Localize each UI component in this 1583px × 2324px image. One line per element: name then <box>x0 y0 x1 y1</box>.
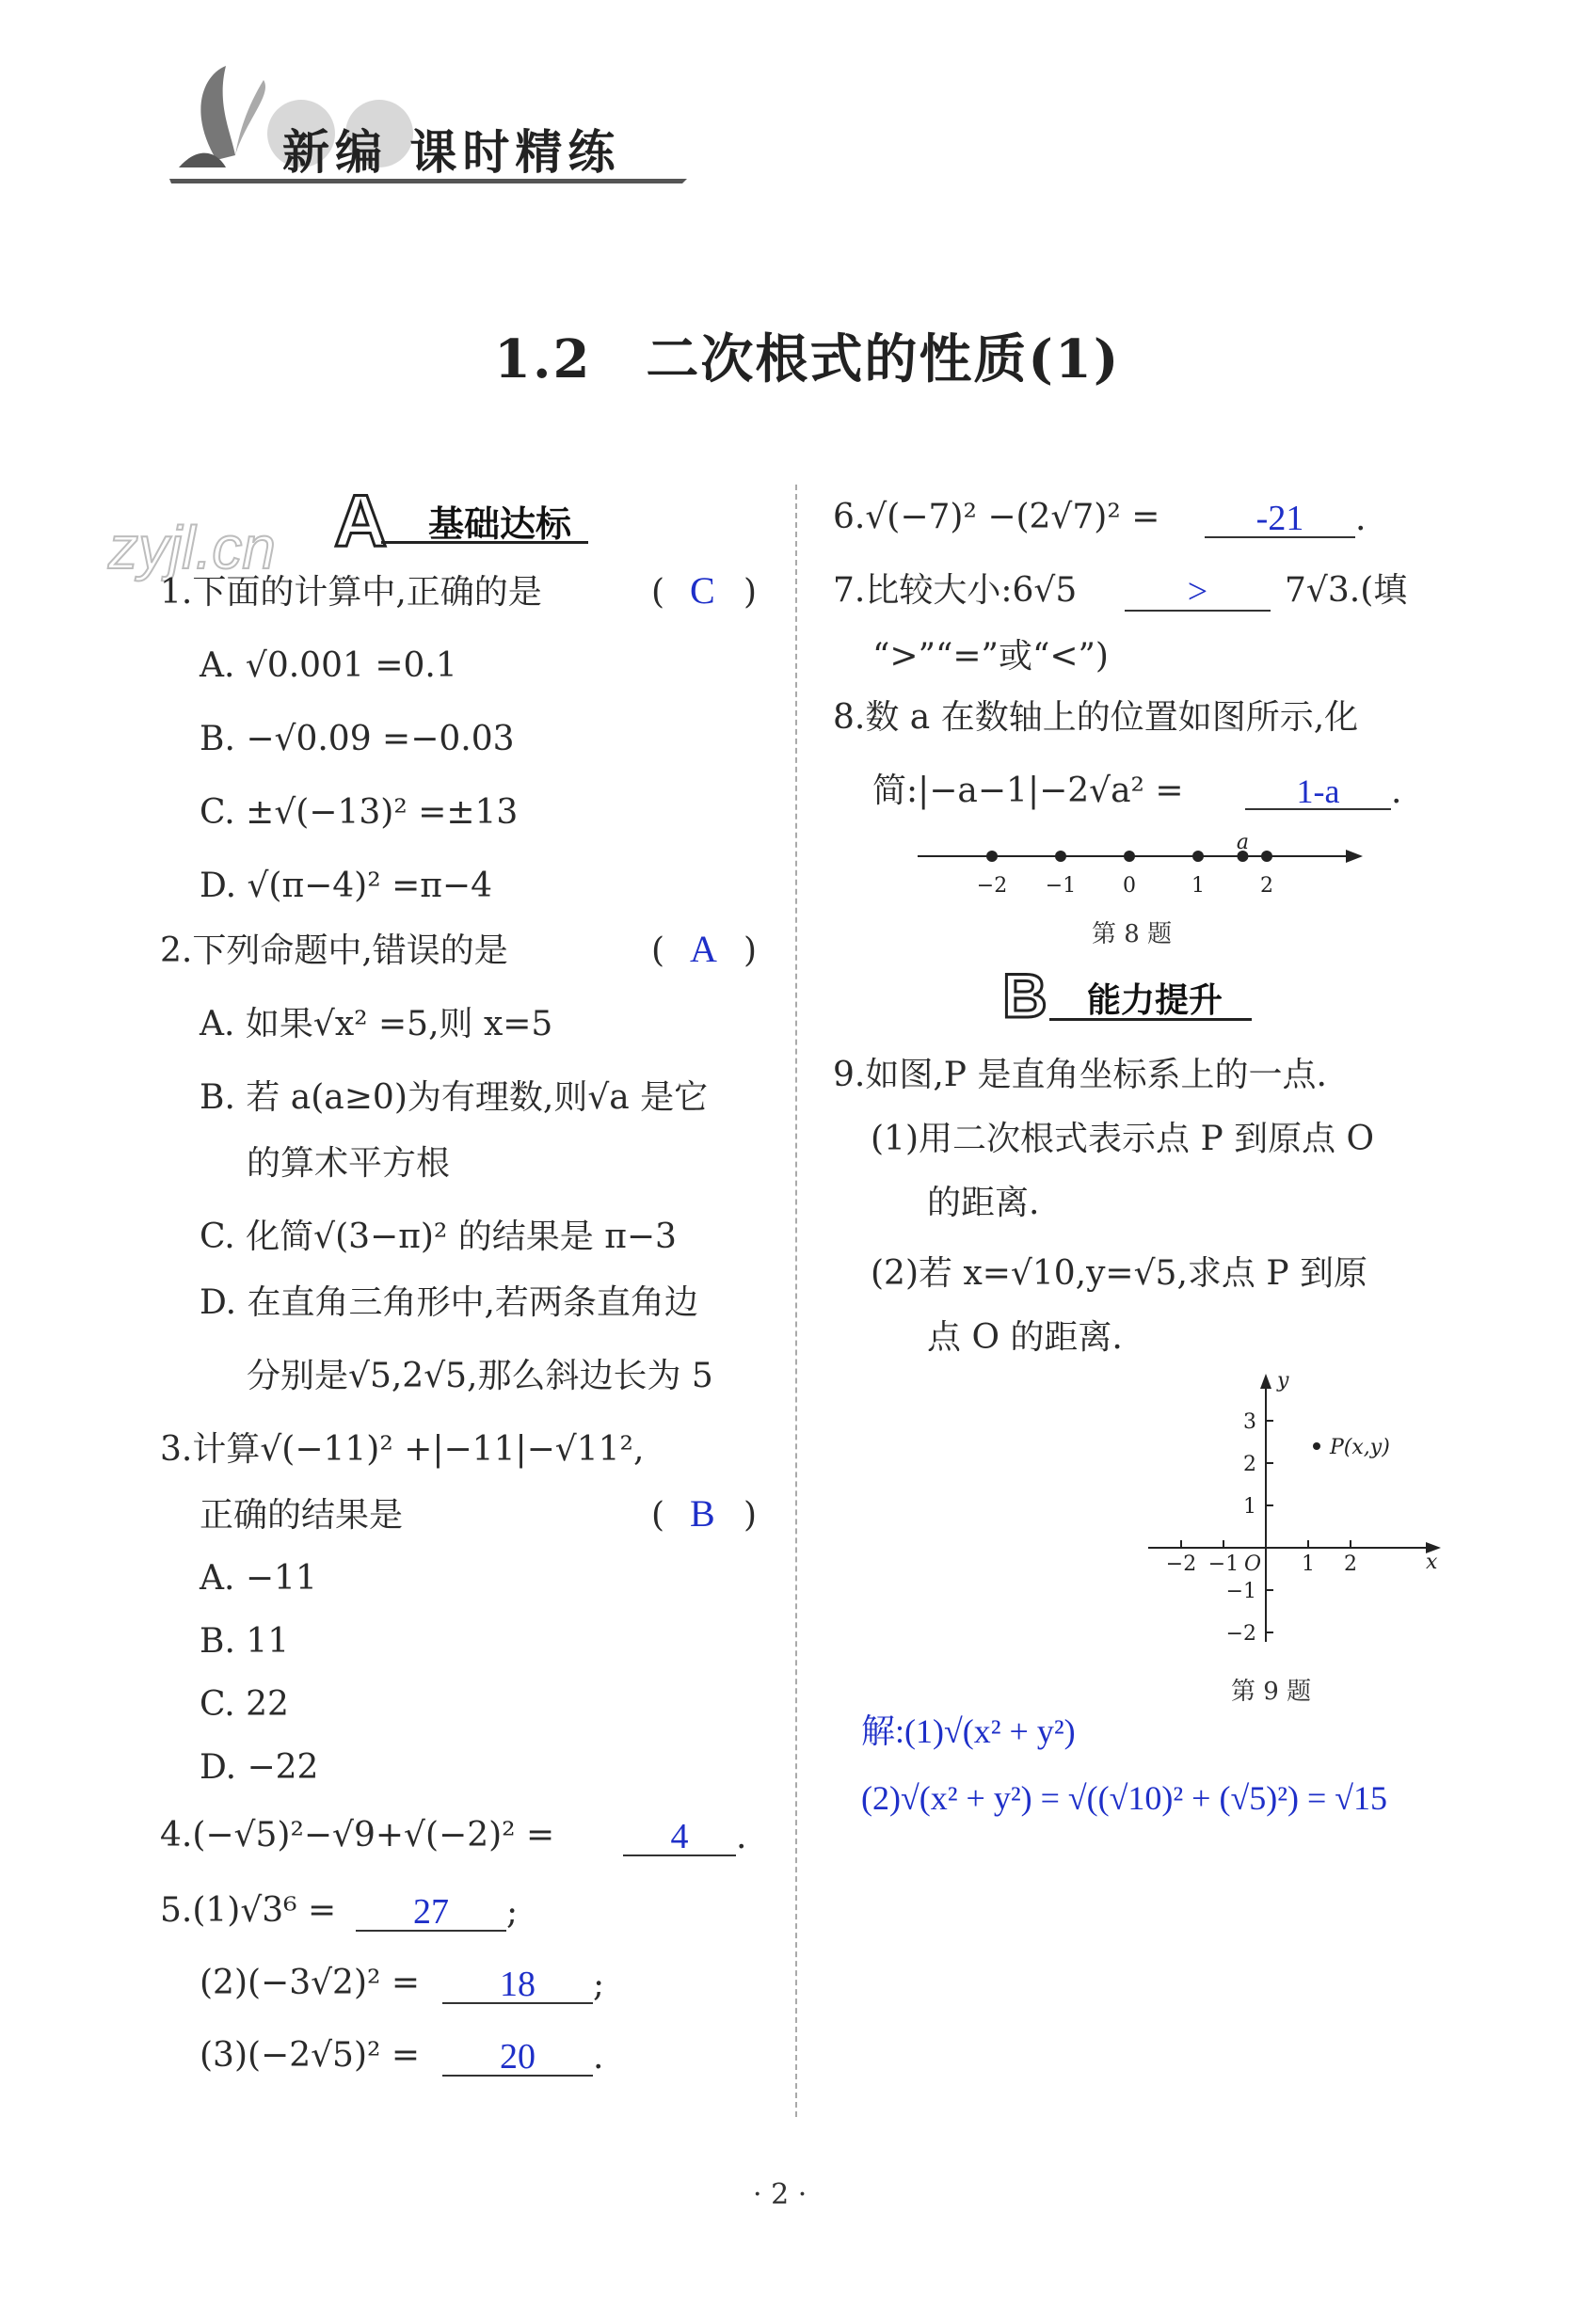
x-tick-label: −2 <box>1165 1552 1197 1576</box>
q8-stem-line2: 简:|−a−1|−2√a² = <box>872 772 1184 810</box>
point-p-label: P(x,y) <box>1330 1436 1390 1459</box>
q5-end-2: ; <box>593 1966 605 2004</box>
q8-end: . <box>1391 772 1402 811</box>
number-line-tick-label: −2 <box>976 874 1008 898</box>
q5-answer-2: 18 <box>442 1966 593 2004</box>
q9-caption: 第 9 题 <box>1231 1678 1312 1706</box>
y-tick-label: 3 <box>1243 1410 1256 1434</box>
q4-stem: 4.(−√5)²−√9+√(−2)² = <box>160 1816 555 1854</box>
q3-option-a: A. −11 <box>200 1559 317 1598</box>
y-axis-label: y <box>1277 1374 1289 1393</box>
q1-option-a: A. √0.001 =0.1 <box>200 646 457 685</box>
y-tick-label: 1 <box>1243 1495 1256 1519</box>
q3-paren-right: ) <box>744 1496 758 1535</box>
q1-paren-left: ( <box>651 573 665 612</box>
q2-answer: A <box>690 928 717 970</box>
q1-option-b: B. −√0.09 =−0.03 <box>200 720 515 758</box>
x-tick-label: −1 <box>1207 1552 1239 1576</box>
number-line-tick-dot <box>986 851 998 862</box>
butterfly-icon <box>179 66 265 167</box>
q7-stem-part1: 7.比较大小:6√5 <box>833 571 1078 610</box>
q9-part1-line1: (1)用二次根式表示点 P 到原点 O <box>871 1120 1375 1158</box>
q1-option-d: D. √(π−4)² =π−4 <box>200 867 492 905</box>
number-line-tick-dot <box>1124 851 1135 862</box>
q3-paren-left: ( <box>651 1496 665 1535</box>
number-line-tick-label: 0 <box>1123 874 1136 898</box>
q3-option-b: B. 11 <box>200 1622 290 1661</box>
q3-stem-line2: 正确的结果是 <box>200 1496 404 1535</box>
q5-answer-1: 27 <box>356 1894 506 1932</box>
q8-number-line <box>903 837 1374 913</box>
q7-line2: “>”“=”或“<”) <box>872 637 1109 676</box>
number-line-tick-dot <box>1192 851 1204 862</box>
number-line-tick-label: 1 <box>1191 874 1205 898</box>
q9-part1-line2: 的距离. <box>927 1184 1040 1222</box>
number-line-tick-label: −1 <box>1045 874 1077 898</box>
q9-part2-line1: (2)若 x=√10,y=√5,求点 P 到原 <box>871 1254 1367 1293</box>
q3-option-c: C. 22 <box>200 1685 289 1724</box>
q1-paren-right: ) <box>744 573 758 612</box>
q2-stem: 2.下列命题中,错误的是 <box>160 931 508 970</box>
header-title: 新编 课时精练 <box>282 125 621 180</box>
y-tick-label: −1 <box>1225 1580 1256 1603</box>
x-tick-label: 2 <box>1344 1552 1357 1576</box>
number-line-arrow <box>1346 850 1363 863</box>
q6-answer-blank: -21 <box>1205 501 1355 538</box>
point-p <box>1313 1442 1320 1450</box>
page-title: 1.2 二次根式的性质(1) <box>494 328 1121 390</box>
q2-option-c: C. 化简√(3−π)² 的结果是 π−3 <box>200 1218 677 1256</box>
section-b-letter: B <box>1002 961 1047 1030</box>
q3-answer: B <box>690 1492 715 1535</box>
page-number: · 2 · <box>753 2178 807 2211</box>
q3-option-d: D. −22 <box>200 1748 319 1787</box>
number-line-point-a-label: a <box>1236 837 1250 854</box>
q7-answer-blank: > <box>1125 574 1271 612</box>
q2-option-b-line1: B. 若 a(a≥0)为有理数,则√a 是它 <box>200 1078 709 1117</box>
q2-paren-left: ( <box>651 931 665 970</box>
q4-answer-blank: 4 <box>623 1819 736 1856</box>
q5-part1-stem: 5.(1)√3⁶ = <box>160 1891 337 1930</box>
q2-paren-right: ) <box>744 931 758 970</box>
section-b-name: 能力提升 <box>1087 981 1223 1020</box>
section-a-letter: A <box>334 479 388 562</box>
q5-part2-stem: (2)(−3√2)² = <box>200 1964 421 2002</box>
q6-stem: 6.√(−7)² −(2√7)² = <box>833 498 1160 536</box>
q2-option-d-line1: D. 在直角三角形中,若两条直角边 <box>200 1283 698 1322</box>
q8-caption: 第 8 题 <box>1092 920 1173 948</box>
q9-part2-line2: 点 O 的距离. <box>927 1318 1123 1357</box>
watermark: zyjl.cn <box>108 514 276 581</box>
q8-stem-line1: 8.数 a 在数轴上的位置如图所示,化 <box>833 698 1359 737</box>
y-axis-arrow <box>1260 1374 1271 1389</box>
number-line-tick-dot <box>1261 851 1272 862</box>
y-tick-label: −2 <box>1225 1622 1256 1646</box>
number-line-tick-dot <box>1055 851 1066 862</box>
q2-option-b-line2: 的算术平方根 <box>247 1144 451 1183</box>
q3-stem-line1: 3.计算√(−11)² +|−11|−√11², <box>160 1430 645 1469</box>
q2-option-a: A. 如果√x² =5,则 x=5 <box>200 1005 553 1043</box>
q9-stem: 9.如图,P 是直角坐标系上的一点. <box>833 1056 1327 1094</box>
q9-solution-2: (2)√(x² + y²) = √((√10)² + (√5)²) = √15 <box>861 1779 1388 1817</box>
q7-stem-part2: 7√3.(填 <box>1285 571 1408 610</box>
q5-part3-stem: (3)(−2√5)² = <box>200 2036 421 2075</box>
q2-option-d-line2: 分别是√5,2√5,那么斜边长为 5 <box>247 1357 713 1395</box>
q5-answer-3: 20 <box>442 2039 593 2077</box>
q1-option-c: C. ±√(−13)² =±13 <box>200 793 519 832</box>
section-a-name: 基础达标 <box>428 503 572 545</box>
q1-answer: C <box>690 569 715 612</box>
q4-end: . <box>736 1818 747 1856</box>
x-tick-label: O <box>1243 1552 1262 1576</box>
q6-end: . <box>1355 500 1367 538</box>
q1-stem: 1.下面的计算中,正确的是 <box>160 573 542 612</box>
q9-solution-1: 解:(1)√(x² + y²) <box>861 1712 1076 1750</box>
section-b-underline <box>1049 1018 1252 1021</box>
q8-answer-blank: 1-a <box>1245 774 1391 810</box>
q5-end-1: ; <box>506 1893 519 1932</box>
q9-coordinate-graph <box>1143 1374 1445 1647</box>
x-tick-label: 1 <box>1302 1552 1315 1576</box>
column-divider <box>795 485 797 2117</box>
number-line-tick-label: 2 <box>1260 874 1273 898</box>
section-a-underline <box>381 541 588 544</box>
y-tick-label: 2 <box>1243 1453 1256 1476</box>
x-axis-label: x <box>1426 1551 1438 1574</box>
q5-end-3: . <box>593 2038 604 2077</box>
